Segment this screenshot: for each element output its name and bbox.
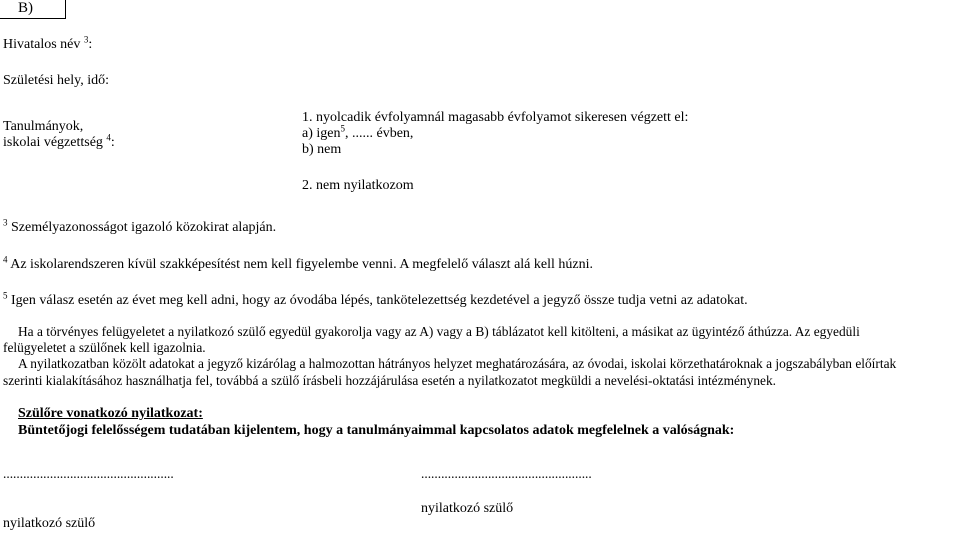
official-name-label: Hivatalos név $^3$: bbox=[3, 34, 93, 52]
section-label-box bbox=[0, 0, 66, 19]
declaration-statement: Büntetőjogi felelősségem tudatában kijelentem, hogy a tanulmányaimmal kapcsolatos adatok megfelelnek a valóságnak: bbox=[18, 423, 735, 438]
signature-line-left: ................................................... bbox=[3, 466, 174, 481]
studies-label-line2: iskolai végzettség $^4$: bbox=[3, 132, 115, 150]
section-label: B) bbox=[18, 0, 33, 16]
signature-label-right: nyilatkozó szülő bbox=[421, 501, 514, 516]
signature-line-right: ................................................... bbox=[421, 466, 592, 481]
footnote-4: $^4$ Az iskolarendszeren kívül szakképesítést nem kell figyelembe venni. A megfelelő választ alá kell húzni. bbox=[3, 254, 593, 272]
footnote-3: $^3$ Személyazonosságot igazoló közokirat alapján. bbox=[3, 217, 277, 235]
option-1a: a) igen$^5$, ...... évben, bbox=[302, 123, 414, 141]
option-1b: b) nem bbox=[302, 142, 342, 157]
studies-label-line1: Tanulmányok, bbox=[3, 119, 84, 134]
declaration-heading: Szülőre vonatkozó nyilatkozat: bbox=[18, 406, 203, 421]
birth-label: Születési hely, idő: bbox=[3, 73, 110, 88]
option-1: 1. nyolcadik évfolyamnál magasabb évfolyamot sikeresen végzett el: bbox=[302, 110, 689, 125]
paragraph-1-line2: felügyeletet a szülőnek kell igazolnia. bbox=[3, 340, 206, 355]
signature-label-left: nyilatkozó szülő bbox=[3, 516, 96, 531]
paragraph-2-line2: szerinti kialakításához használhatja fel, továbbá a szülő írásbeli hozzájárulása esetén a nyilatkozatot megküldi a nevelési-oktatási intézménynek. bbox=[3, 373, 777, 388]
paragraph-2-line1: A nyilatkozatban közölt adatokat a jegyző kizárólag a halmozottan hátrányos helyzet meghatározására, az óvodai, iskolai körzethatároknak a jogszabályban előírtak bbox=[18, 356, 897, 371]
paragraph-1-line1: Ha a törvényes felügyeletet a nyilatkozó szülő egyedül gyakorolja vagy az A) vagy a B) táblázatot kell kitölteni, a másikat az ügyintéző áthúzza. Az egyedüli bbox=[18, 324, 860, 339]
footnote-5: $^5$ Igen válasz esetén az évet meg kell adni, hogy az óvodába lépés, tankötelezettség kezdetével a jegyző össze tudja vetni az adatokat. bbox=[3, 290, 748, 308]
option-2: 2. nem nyilatkozom bbox=[302, 178, 414, 193]
